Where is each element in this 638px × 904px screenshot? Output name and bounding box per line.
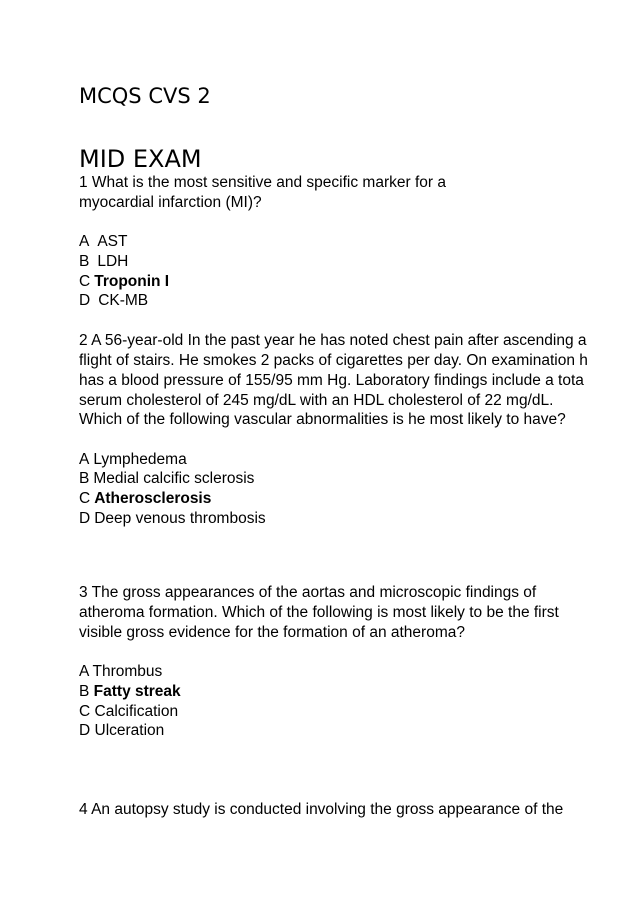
q2-option-a bbox=[79, 451, 187, 469]
q3-option-b bbox=[79, 683, 181, 701]
q2-option-b bbox=[79, 470, 254, 488]
option-text: LDH bbox=[97, 253, 129, 270]
option-text: CK-MB bbox=[98, 292, 149, 309]
option-text: Deep venous thrombosis bbox=[94, 510, 266, 527]
q3-option-a bbox=[79, 663, 162, 681]
option-letter: C bbox=[79, 703, 91, 720]
q1-line-2: myocardial infarction (MI)? bbox=[79, 194, 262, 211]
option-text: Ulceration bbox=[94, 722, 165, 739]
correct-answer: Troponin I bbox=[94, 273, 170, 290]
q1-line-1: 1 What is the most sensitive and specific marker for a bbox=[79, 174, 446, 191]
option-letter: B bbox=[79, 683, 90, 700]
option-text: Thrombus bbox=[92, 663, 163, 680]
q2-line-3: has a blood pressure of 155/95 mm Hg. Laboratory findings include a tota bbox=[79, 372, 584, 389]
q3-option-c bbox=[79, 703, 178, 721]
option-letter: B bbox=[79, 253, 90, 270]
option-letter: D bbox=[79, 510, 91, 527]
q2-option-c bbox=[79, 490, 211, 508]
option-letter: B bbox=[79, 470, 90, 487]
q2-line-4: serum cholesterol of 245 mg/dL with an HDL cholesterol of 22 mg/dL. bbox=[79, 392, 554, 409]
q3-line-1: 3 The gross appearances of the aortas and microscopic findings of bbox=[79, 584, 537, 601]
option-letter: A bbox=[79, 663, 89, 680]
document-title: MCQS CVS 2 bbox=[79, 84, 211, 108]
option-text: AST bbox=[97, 233, 128, 250]
q3-option-d bbox=[79, 722, 164, 740]
q1-option-b bbox=[79, 253, 128, 271]
q3-line-2: atheroma formation. Which of the following is most likely to be the first bbox=[79, 604, 559, 621]
option-letter: A bbox=[79, 233, 90, 250]
q3-line-3: visible gross evidence for the formation of an atheroma? bbox=[79, 624, 465, 641]
option-letter: D bbox=[79, 292, 91, 309]
q2-line-5: Which of the following vascular abnormalities is he most likely to have? bbox=[79, 411, 566, 428]
q1-option-d bbox=[79, 292, 148, 310]
option-text: Calcification bbox=[94, 703, 179, 720]
option-letter: D bbox=[79, 722, 91, 739]
correct-answer: Fatty streak bbox=[93, 683, 181, 700]
option-text: Medial calcific sclerosis bbox=[93, 470, 255, 487]
option-text: Lymphedema bbox=[93, 451, 187, 468]
q2-line-1: 2 A 56-year-old In the past year he has noted chest pain after ascending a bbox=[79, 332, 587, 349]
exam-heading: MID EXAM bbox=[79, 145, 202, 173]
option-letter: A bbox=[79, 451, 90, 468]
correct-answer: Atherosclerosis bbox=[94, 490, 212, 507]
q2-line-2: flight of stairs. He smokes 2 packs of cigarettes per day. On examination h bbox=[79, 352, 588, 369]
q4-line-1: 4 An autopsy study is conducted involving the gross appearance of the bbox=[79, 801, 564, 818]
q1-option-a bbox=[79, 233, 128, 251]
q2-option-d bbox=[79, 510, 266, 528]
option-letter: C bbox=[79, 273, 91, 290]
option-letter: C bbox=[79, 490, 91, 507]
q1-option-c bbox=[79, 273, 169, 291]
